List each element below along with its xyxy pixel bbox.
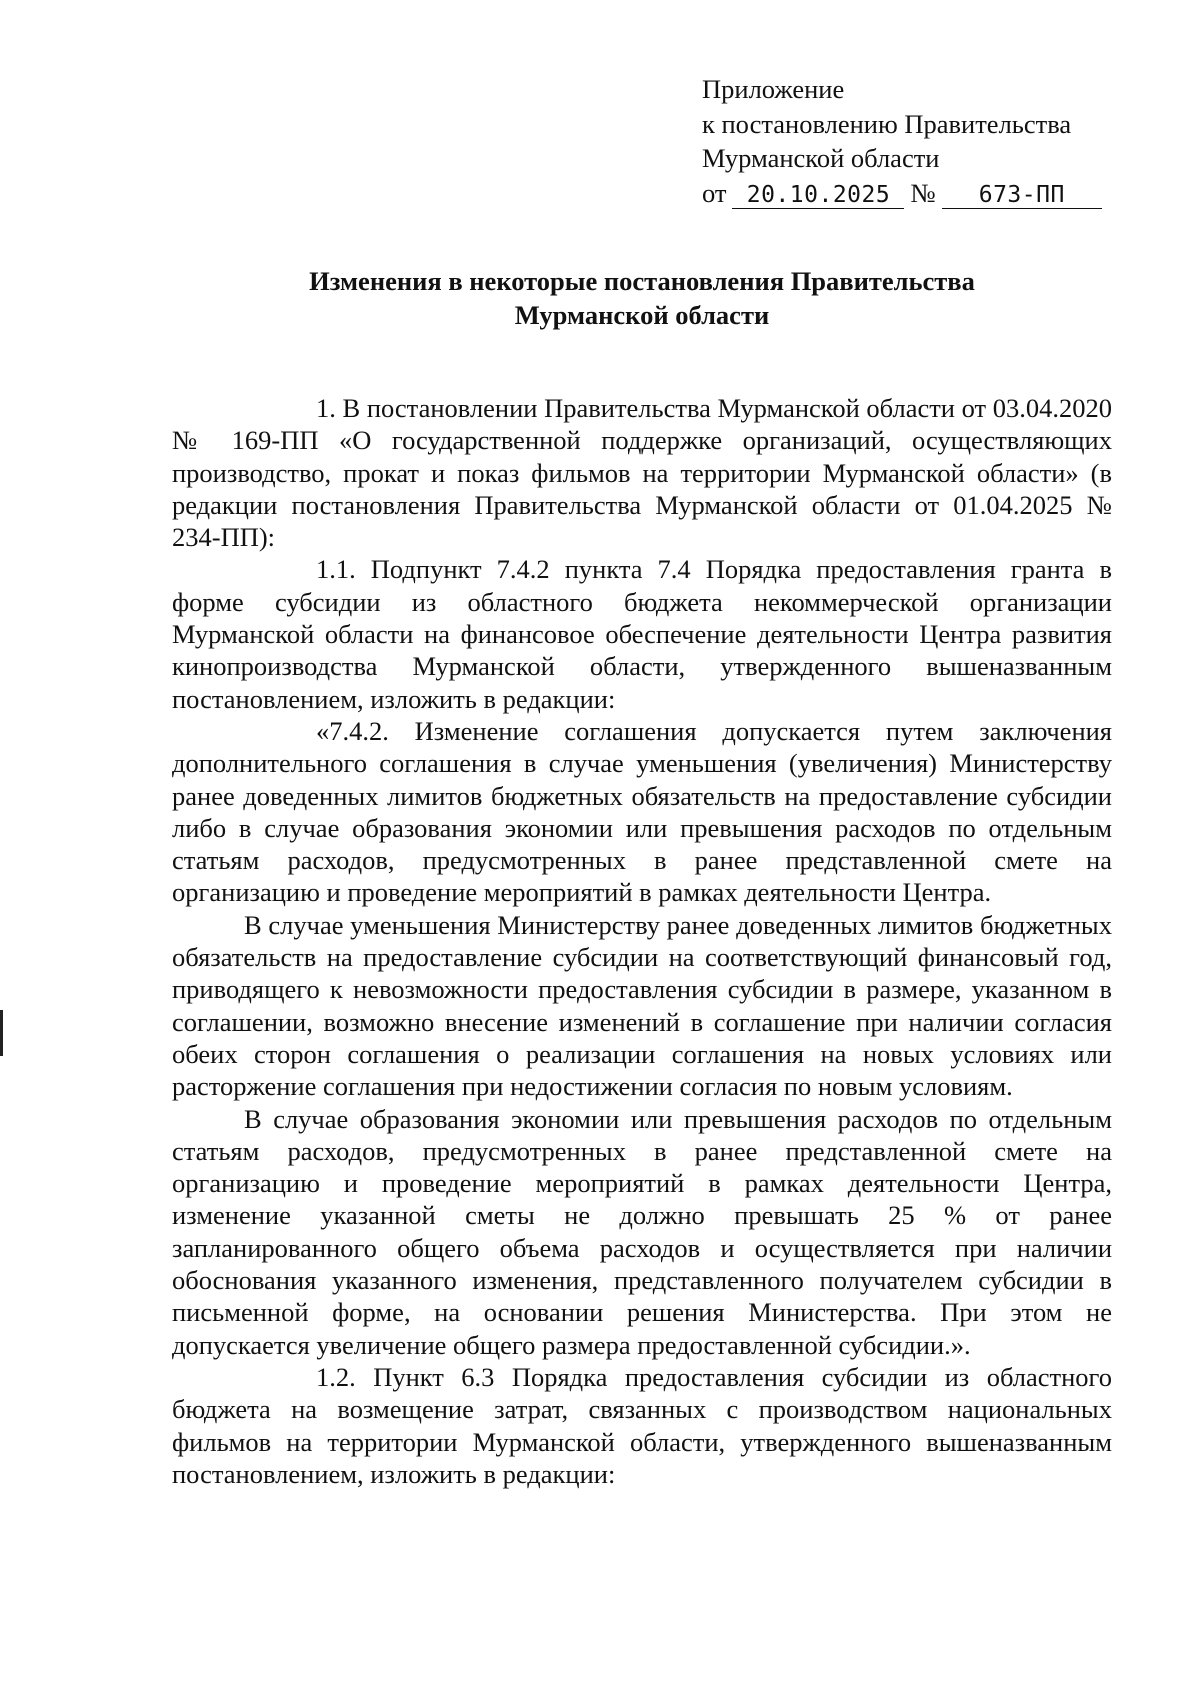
paragraph-1-1: [172, 553, 1112, 714]
paragraph-1-2-number: 1.2.: [316, 1361, 356, 1392]
document-title: [172, 264, 1112, 332]
paragraph-7-4-2-text: Изменение соглашения допускается путем заключения дополнительного соглашения в случае уменьшения (увеличения) Министерству ранее доведенных лимитов бюджетных обязательств на предоставление субсидии либо в случае образования экономии или превышения расходов по отдельным статьям расходов, предусмотренных в ранее представленной смете на организацию и проведение мероприятий в рамках деятельности Центра.: [172, 715, 1113, 908]
paragraph-1-2: [172, 1361, 1112, 1490]
paragraph-1-text: В постановлении Правительства Мурманской области от 03.04.2020 № 169-ПП «О государственной поддержке организаций, осуществляющих производство, прокат и показ фильмов на территории Мурманской области» (в редакции постановления Правительства Мурманской области от 01.04.2025 № 234-ПП):: [172, 393, 1113, 553]
annex-line-2: к постановлению Правительства: [702, 108, 1072, 139]
paragraph-7-4-2-number: «7.4.2.: [316, 715, 389, 746]
decree-number: 673-ПП: [942, 182, 1102, 209]
annex-date-line: [702, 176, 1122, 211]
title-line-2: Мурманской области: [514, 300, 770, 330]
paragraph-reduction: В случае уменьшения Министерству ранее доведенных лимитов бюджетных обязательств на предоставление субсидии на соответствующий финансовый год, приводящего к невозможности предоставления субсидии в размере, указанном в соглашении, возможно внесение изменений в соглашение при наличии согласия обеих сторон соглашения о реализации соглашения на новых условиях или расторжение соглашения при недостижении согласия по новым условиям.: [172, 909, 1112, 1102]
annex-line-1: Приложение: [702, 74, 845, 104]
number-prefix: №: [910, 177, 936, 208]
paragraph-1: [172, 392, 1112, 553]
paragraph-1-1-number: 1.1.: [316, 554, 356, 585]
paragraph-savings: В случае образования экономии или превышения расходов по отдельным статьям расходов, предусмотренных в ранее представленной смете на организацию и проведение мероприятий в рамках деятельности Центра, изменение указанной сметы не должно превышать 25 % от ранее запланированного общего объема расходов и осуществляется при наличии обоснования указанного изменения, представленного получателем субсидии в письменной форме, на основании решения Министерства. При этом не допускается увеличение общего размера предоставленной субсидии.».: [172, 1103, 1112, 1360]
document-body: [172, 392, 1112, 1490]
annex-line-3: Мурманской области: [702, 143, 940, 173]
date-prefix: от: [702, 177, 727, 208]
paragraph-1-2-text: Пункт 6.3 Порядка предоставления субсидии из областного бюджета на возмещение затрат, связанных с производством национальных фильмов на территории Мурманской области, утвержденного вышеназванным постановлением, изложить в редакции:: [172, 1361, 1112, 1489]
annex-header: [702, 72, 1122, 210]
decree-date: 20.10.2025: [732, 182, 904, 209]
paragraph-1-number: 1.: [316, 393, 336, 423]
paragraph-7-4-2: [172, 715, 1112, 909]
paragraph-1-1-text: Подпункт 7.4.2 пункта 7.4 Порядка предоставления гранта в форме субсидии из областного бюджета некоммерческой организации Мурманской области на финансовое обеспечение деятельности Центра развития кинопроизводства Мурманской области, утвержденного вышеназванным постановлением, изложить в редакции:: [172, 554, 1112, 714]
title-line-1: Изменения в некоторые постановления Правительства: [309, 266, 975, 296]
scan-margin-mark: [0, 1010, 3, 1056]
